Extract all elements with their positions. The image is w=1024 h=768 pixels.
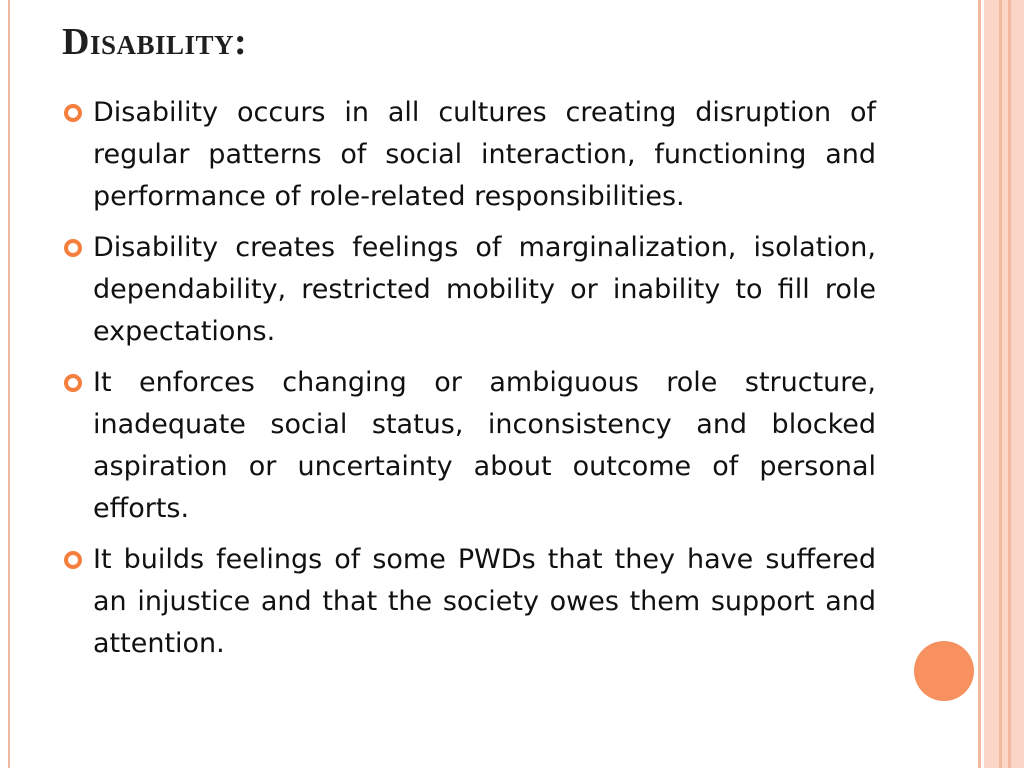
right-decorative-stripes <box>975 0 1024 768</box>
ring-bullet-icon <box>64 239 82 257</box>
bullet-text: It enforces changing or ambiguous role structure, inadequate social status, inconsistency and blocked aspiration or uncertainty about outcome of personal efforts. <box>93 367 876 524</box>
slide-title: Disability: <box>62 21 248 63</box>
bullet-list <box>62 92 876 674</box>
ring-bullet-icon <box>64 374 82 392</box>
left-border-line <box>8 0 10 768</box>
bullet-text: Disability occurs in all cultures creating disruption of regular patterns of social interaction, functioning and performance of role-related responsibilities. <box>93 97 876 212</box>
list-item <box>62 92 876 218</box>
list-item <box>62 362 876 530</box>
ring-bullet-icon <box>64 104 82 122</box>
list-item <box>62 539 876 665</box>
bullet-text: Disability creates feelings of marginalization, isolation, dependability, restricted mobility or inability to fill role expectations. <box>93 232 876 347</box>
ring-bullet-icon <box>64 551 82 569</box>
list-item <box>62 227 876 353</box>
orange-circle-decoration <box>914 641 974 701</box>
bullet-text: It builds feelings of some PWDs that they have suffered an injustice and that the society owes them support and attention. <box>93 544 876 659</box>
